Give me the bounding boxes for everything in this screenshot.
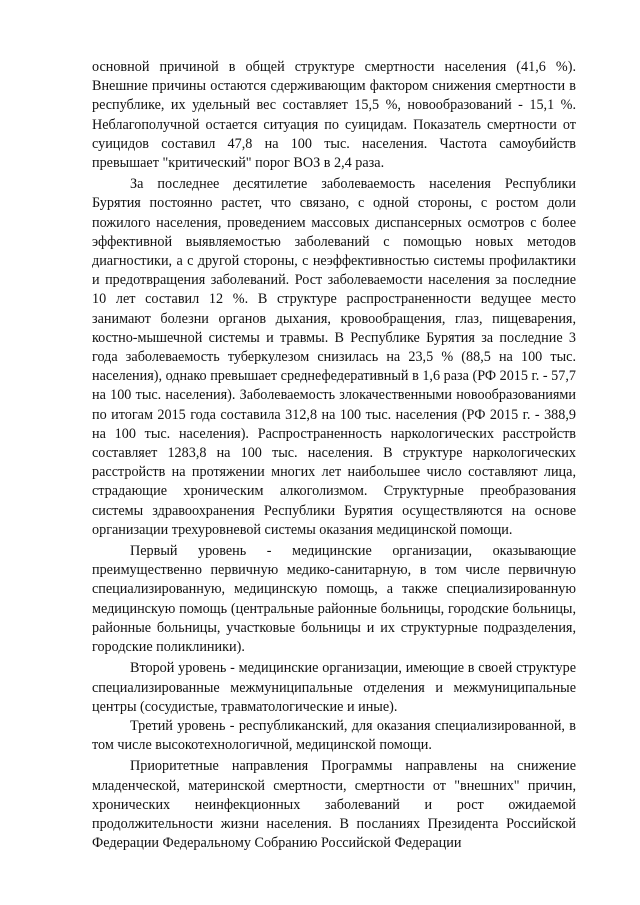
paragraph-first-level: Первый уровень - медицинские организации, оказывающие преимущественно первичную медико-санитарную, в том числе первичную специализированную, медицинскую помощь, а также специализированную медицинскую помощь (центральные районные больницы, городские больницы, районные больницы, участковые больницы и их структурные подразделения, городские поликлиники). [92, 543, 576, 656]
paragraph-mortality-causes: основной причиной в общей структуре смертности населения (41,6 %). Внешние причины остаются сдерживающим фактором снижения смертности в республике, их удельный вес составляет 15,5 %, новообразований - 15,1 %. Неблагополучной остается ситуация по суицидам. Показатель смертности от суицидов составил 47,8 на 100 тыс. населения. Частота самоубийств превышает "критический" порог ВОЗ в 2,4 раза. [92, 59, 576, 172]
paragraph-third-level: Третий уровень - республиканский, для оказания специализированной, в том числе высокотехнологичной, медицинской помощи. [92, 717, 576, 754]
paragraph-priorities: Приоритетные направления Программы направлены на снижение младенческой, материнской смертности, смертности от "внешних" причин, хронических неинфекционных заболеваний и рост ожидаемой продолжительности жизни населения. В посланиях Президента Российской Федерации Федеральному Собранию Российской Федерации [92, 758, 576, 852]
paragraph-second-level: Второй уровень - медицинские организации, имеющие в своей структуре специализированные межмуниципальные отделения и межмуниципальные центры (сосудистые, травматологические и иные). [92, 660, 576, 715]
paragraph-morbidity: За последнее десятилетие заболеваемость населения Республики Бурятия постоянно растет, что связано, с одной стороны, с ростом доли пожилого населения, проведением массовых диспансерных осмотров с более эффективной выявляемостью заболеваний с помощью новых методов диагностики, а с другой стороны, с неэффективностью системы профилактики и предотвращения заболеваний. Рост заболеваемости населения за последние 10 лет составил 12 %. В структуре распространенности ведущее место занимают болезни органов дыхания, кровообращения, глаз, пищеварения, костно-мышечной системы и травмы. В Республике Бурятия за последние 3 года заболеваемость туберкулезом снизилась на 23,5 % (88,5 на 100 тыс. населения), однако превышает среднефедеративный в 1,6 раза (РФ 2015 г. - 57,7 на 100 тыс. населения). Заболеваемость злокачественными новообразованиями по итогам 2015 года составила 312,8 на 100 тыс. населения (РФ 2015 г. - 388,9 на 100 тыс. населения). Распространенность наркологических расстройств составляет 1283,8 на 100 тыс. населения. В структуре наркологических расстройств на протяжении многих лет наибольшее число составляют лица, страдающие хроническим алкоголизмом. Структурные преобразования системы здравоохранения Республики Бурятия осуществляются на основе организации трехуровневой системы оказания медицинской помощи. [92, 176, 576, 538]
document-page [92, 58, 576, 853]
